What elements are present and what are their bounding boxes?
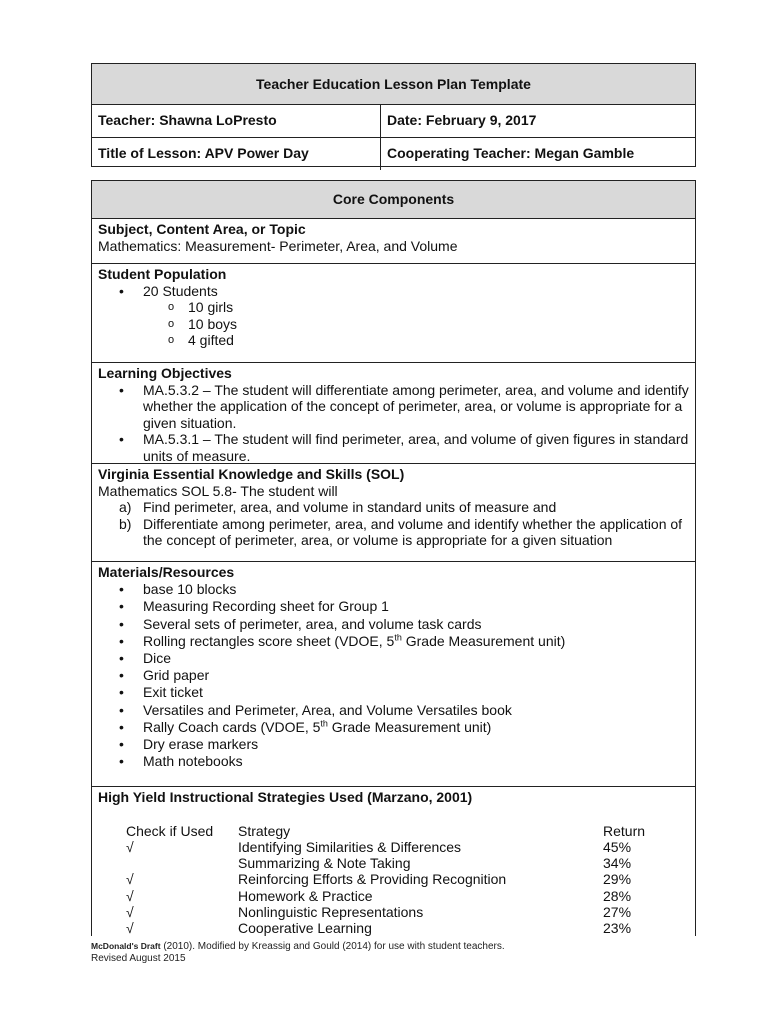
population-sublist (98, 299, 689, 349)
table-row (98, 888, 689, 904)
population-heading: Student Population (98, 266, 227, 282)
table-row (98, 920, 689, 936)
list-item (98, 719, 689, 736)
strategies-header-row (98, 823, 689, 839)
list-item-text: Find perimeter, area, and volume in standard units of measure and (143, 499, 557, 515)
list-item: • Math notebooks (98, 753, 689, 770)
strategy-return: 29% (603, 871, 632, 888)
list-item-text: Rolling rectangles score sheet (VDOE, 5 (143, 632, 395, 649)
strategies-table (98, 823, 689, 937)
list-item-text: Rally Coach cards (VDOE, 5 (143, 718, 321, 735)
table-row (98, 855, 689, 871)
list-item: o 4 gifted (98, 332, 689, 349)
materials-list (98, 581, 689, 770)
list-item: • Measuring Recording sheet for Group 1 (98, 598, 689, 615)
footer-draft: McDonald's Draft (91, 941, 161, 951)
strategy-name: Homework & Practice (238, 887, 373, 904)
sol-intro: Mathematics SOL 5.8- The student will (98, 482, 338, 499)
list-item-text: Differentiate among perimeter, area, and volume and identify whether the application of the concept of perimeter, area, or volume is appropriate for a given situation (143, 515, 683, 548)
materials-heading: Materials/Resources (98, 564, 235, 580)
strategy-name: Nonlinguistic Representations (238, 903, 424, 920)
objectives-section (92, 362, 695, 463)
table-row (98, 839, 689, 855)
list-item: • 20 Students (98, 283, 689, 300)
population-section (92, 263, 695, 362)
list-item: • Several sets of perimeter, area, and volume task cards (98, 616, 689, 633)
list-item: • MA.5.3.1 – The student will find perimeter, area, and volume of given figures in standard units of measure. (98, 431, 689, 463)
footer-credit: (2010). Modified by Kreassig and Gould (2014) for use with student teachers. (160, 941, 505, 952)
strategy-return: 34% (603, 855, 632, 872)
column-header-return: Return (603, 822, 646, 839)
list-item: • MA.5.3.2 – The student will differentiate among perimeter, area, and volume and identify whether the application of the concept of perimeter, area, or volume is appropriate for a given situation. (98, 382, 689, 432)
materials-section (92, 561, 695, 786)
subject-heading: Subject, Content Area, or Topic (98, 221, 306, 237)
column-header-check: Check if Used (126, 822, 214, 839)
list-marker: b) (119, 515, 132, 532)
list-item-suffix: Grade Measurement unit) (401, 632, 566, 649)
list-item: • base 10 blocks (98, 581, 689, 598)
superscript: th (394, 632, 402, 643)
list-item (98, 499, 689, 516)
strategy-name: Reinforcing Efforts & Providing Recognition (238, 871, 507, 888)
list-item: • Exit ticket (98, 684, 689, 701)
list-item-suffix: Grade Measurement unit) (327, 718, 492, 735)
strategy-name: Cooperative Learning (238, 920, 372, 936)
check-mark (98, 855, 238, 871)
list-item: • Dry erase markers (98, 736, 689, 753)
lesson-title: Title of Lesson: APV Power Day (92, 138, 381, 170)
strategy-name: Summarizing & Note Taking (238, 855, 411, 872)
column-header-strategy: Strategy (238, 822, 291, 839)
lesson-row (92, 137, 695, 170)
footer-line-1 (91, 940, 505, 953)
list-item: • Versatiles and Perimeter, Area, and Volume Versatiles book (98, 702, 689, 719)
footer-note (91, 940, 505, 965)
list-item (98, 516, 689, 549)
document-title: Teacher Education Lesson Plan Template (92, 64, 695, 104)
check-mark: √ (126, 920, 134, 936)
subject-section (92, 218, 695, 263)
sol-list (98, 499, 689, 549)
list-item: • Dice (98, 650, 689, 667)
strategy-return: 23% (603, 920, 632, 936)
strategy-return: 28% (603, 887, 632, 904)
cooperating-teacher: Cooperating Teacher: Megan Gamble (387, 145, 635, 161)
check-mark: √ (126, 838, 134, 855)
objectives-heading: Learning Objectives (98, 365, 232, 381)
header-table (91, 63, 696, 167)
lesson-date: Date: February 9, 2017 (387, 112, 537, 128)
strategy-return: 45% (603, 838, 632, 855)
list-item: o 10 boys (98, 316, 689, 333)
list-item (98, 633, 689, 650)
objectives-list (98, 382, 689, 464)
core-components-title: Core Components (92, 181, 695, 218)
strategy-name: Identifying Similarities & Differences (238, 838, 462, 855)
table-row (98, 871, 689, 887)
check-mark: √ (126, 871, 134, 888)
footer-line-2: Revised August 2015 (91, 953, 186, 964)
list-item: o 10 girls (98, 299, 689, 316)
teacher-name: Teacher: Shawna LoPresto (92, 105, 381, 137)
strategies-heading: High Yield Instructional Strategies Used (Marzano, 2001) (98, 789, 473, 805)
check-mark: √ (126, 887, 134, 904)
list-marker: a) (119, 499, 132, 515)
check-mark: √ (126, 903, 134, 920)
subject-text: Mathematics: Measurement- Perimeter, Area, and Volume (98, 237, 458, 254)
population-list (98, 283, 689, 300)
list-item: • Grid paper (98, 667, 689, 684)
superscript: th (320, 718, 328, 729)
strategy-return: 27% (603, 903, 632, 920)
table-row (98, 904, 689, 920)
sol-heading: Virginia Essential Knowledge and Skills (SOL) (98, 466, 405, 482)
teacher-row (92, 104, 695, 137)
core-components-table (91, 180, 696, 936)
strategies-section (92, 786, 695, 936)
sol-section (92, 463, 695, 561)
